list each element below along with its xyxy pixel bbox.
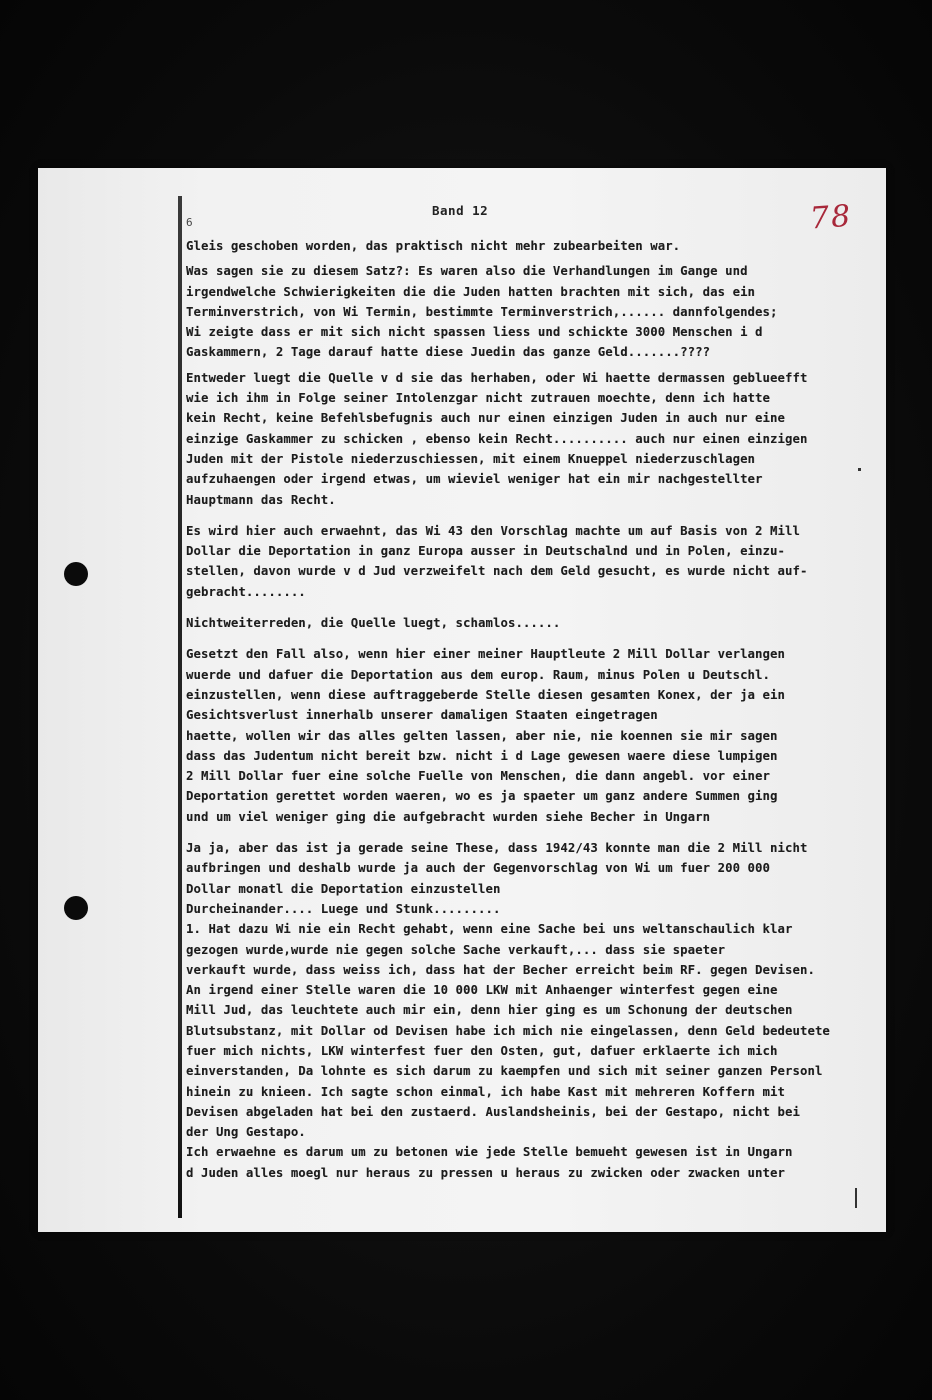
paragraph [186, 838, 852, 1183]
handwritten-page-number: 78 [808, 198, 854, 237]
text-line: Mill Jud, das leuchtete auch mir ein, denn hier ging es um Schonung der deutschen [186, 1003, 793, 1018]
paragraph [186, 613, 852, 633]
page-index: 6 [186, 216, 193, 229]
page-header: Band 12 [432, 203, 489, 218]
text-line: Wi zeigte dass er mit sich nicht spassen liess und schickte 3000 Menschen i d [186, 325, 763, 340]
text-line: Gesetzt den Fall also, wenn hier einer meiner Hauptleute 2 Mill Dollar verlangen [186, 647, 785, 662]
text-line: wie ich ihm in Folge seiner Intolenzgar nicht zutrauen moechte, denn ich hatte [186, 391, 771, 406]
text-line: Ich erwaehne es darum um zu betonen wie jede Stelle bemueht gewesen ist in Ungarn [186, 1145, 793, 1160]
text-line: aufbringen und deshalb wurde ja auch der Gegenvorschlag von Wi um fuer 200 000 [186, 861, 771, 876]
text-line: gezogen wurde,wurde nie gegen solche Sache verkauft,... dass sie spaeter [186, 942, 726, 957]
text-line: Nichtweiterreden, die Quelle luegt, schamlos...... [186, 616, 561, 631]
text-line: fuer mich nichts, LKW winterfest fuer den Osten, gut, dafuer erklaerte ich mich [186, 1043, 778, 1058]
text-line: der Ung Gestapo. [186, 1125, 306, 1140]
punch-hole-bottom [64, 896, 88, 920]
text-line: Terminverstrich, von Wi Termin, bestimmte Terminverstrich,...... dannfolgendes; [186, 304, 778, 319]
text-line: Durcheinander.... Luege und Stunk......... [186, 901, 501, 916]
paragraph [186, 236, 852, 256]
ink-mark [858, 468, 861, 471]
text-line: verkauft wurde, dass weiss ich, dass hat der Becher erreicht beim RF. gegen Devisen. [186, 962, 815, 977]
text-line: Blutsubstanz, mit Dollar od Devisen habe ich mich nie eingelassen, denn Geld bedeutete [186, 1023, 830, 1038]
text-line: kein Recht, keine Befehlsbefugnis auch nur einen einzigen Juden in auch nur eine [186, 411, 785, 426]
text-line: d Juden alles moegl nur heraus zu pressen u heraus zu zwicken oder zwacken unter [186, 1165, 785, 1180]
text-line: 1. Hat dazu Wi nie ein Recht gehabt, wenn eine Sache bei uns weltanschaulich klar [186, 922, 793, 937]
text-line: hinein zu knieen. Ich sagte schon einmal, ich habe Kast mit mehreren Koffern mit [186, 1084, 785, 1099]
text-line: dass das Judentum nicht bereit bzw. nicht i d Lage gewesen waere diese lumpigen [186, 748, 778, 763]
text-line: Deportation gerettet worden waeren, wo es ja spaeter um ganz andere Summen ging [186, 789, 778, 804]
text-line: Gleis geschoben worden, das praktisch nicht mehr zubearbeiten war. [186, 239, 681, 253]
text-line: Gaskammern, 2 Tage darauf hatte diese Juedin das ganze Geld.......???? [186, 345, 711, 360]
document-body [186, 236, 852, 1183]
text-line: Juden mit der Pistole niederzuschiessen, mit einem Knueppel niederzuschlagen [186, 451, 756, 466]
text-line: Devisen abgeladen hat bei den zustaerd. Auslandsheinis, bei der Gestapo, nicht bei [186, 1104, 800, 1119]
text-line: stellen, davon wurde v d Jud verzweifelt nach dem Geld gesucht, es wurde nicht auf- [186, 564, 808, 579]
paragraph [186, 368, 852, 510]
text-line: einzige Gaskammer zu schicken , ebenso kein Recht.......... auch nur einen einzigen [186, 431, 808, 446]
text-line: 2 Mill Dollar fuer eine solche Fuelle von Menschen, die dann angebl. vor einer [186, 769, 771, 784]
text-line: wuerde und dafuer die Deportation aus dem europ. Raum, minus Polen u Deutschl. [186, 667, 771, 682]
text-line: Ja ja, aber das ist ja gerade seine These, dass 1942/43 konnte man die 2 Mill nicht [186, 841, 808, 856]
text-line: Dollar monatl die Deportation einzustellen [186, 881, 501, 896]
margin-mark [855, 1188, 857, 1208]
text-line: haette, wollen wir das alles gelten lassen, aber nie, nie koennen sie mir sagen [186, 728, 778, 743]
text-line: irgendwelche Schwierigkeiten die die Juden hatten brachten mit sich, das ein [186, 284, 756, 299]
binding-margin-line [178, 196, 182, 1218]
text-line: Hauptmann das Recht. [186, 492, 336, 507]
paragraph [186, 644, 852, 827]
text-line: Entweder luegt die Quelle v d sie das herhaben, oder Wi haette dermassen geblueefft [186, 370, 808, 385]
paragraph [186, 261, 852, 362]
text-line: gebracht........ [186, 584, 306, 599]
text-line: und um viel weniger ging die aufgebracht wurden siehe Becher in Ungarn [186, 809, 711, 824]
text-line: Dollar die Deportation in ganz Europa ausser in Deutschalnd und in Polen, einzu- [186, 544, 785, 559]
text-line: Was sagen sie zu diesem Satz?: Es waren also die Verhandlungen im Gange und [186, 264, 748, 279]
text-line: einverstanden, Da lohnte es sich darum zu kaempfen und sich mit seiner ganzen Personl [186, 1064, 823, 1079]
text-line: An irgend einer Stelle waren die 10 000 LKW mit Anhaenger winterfest gegen eine [186, 983, 778, 998]
paragraph [186, 521, 852, 602]
text-line: einzustellen, wenn diese auftraggeberde Stelle diesen gesamten Konex, der ja ein [186, 687, 785, 702]
text-line: Gesichtsverlust innerhalb unserer damaligen Staaten eingetragen [186, 708, 658, 723]
text-line: Es wird hier auch erwaehnt, das Wi 43 den Vorschlag machte um auf Basis von 2 Mill [186, 523, 800, 538]
punch-hole-top [64, 562, 88, 586]
text-line: aufzuhaengen oder irgend etwas, um wieviel weniger hat ein mir nachgestellter [186, 472, 763, 487]
